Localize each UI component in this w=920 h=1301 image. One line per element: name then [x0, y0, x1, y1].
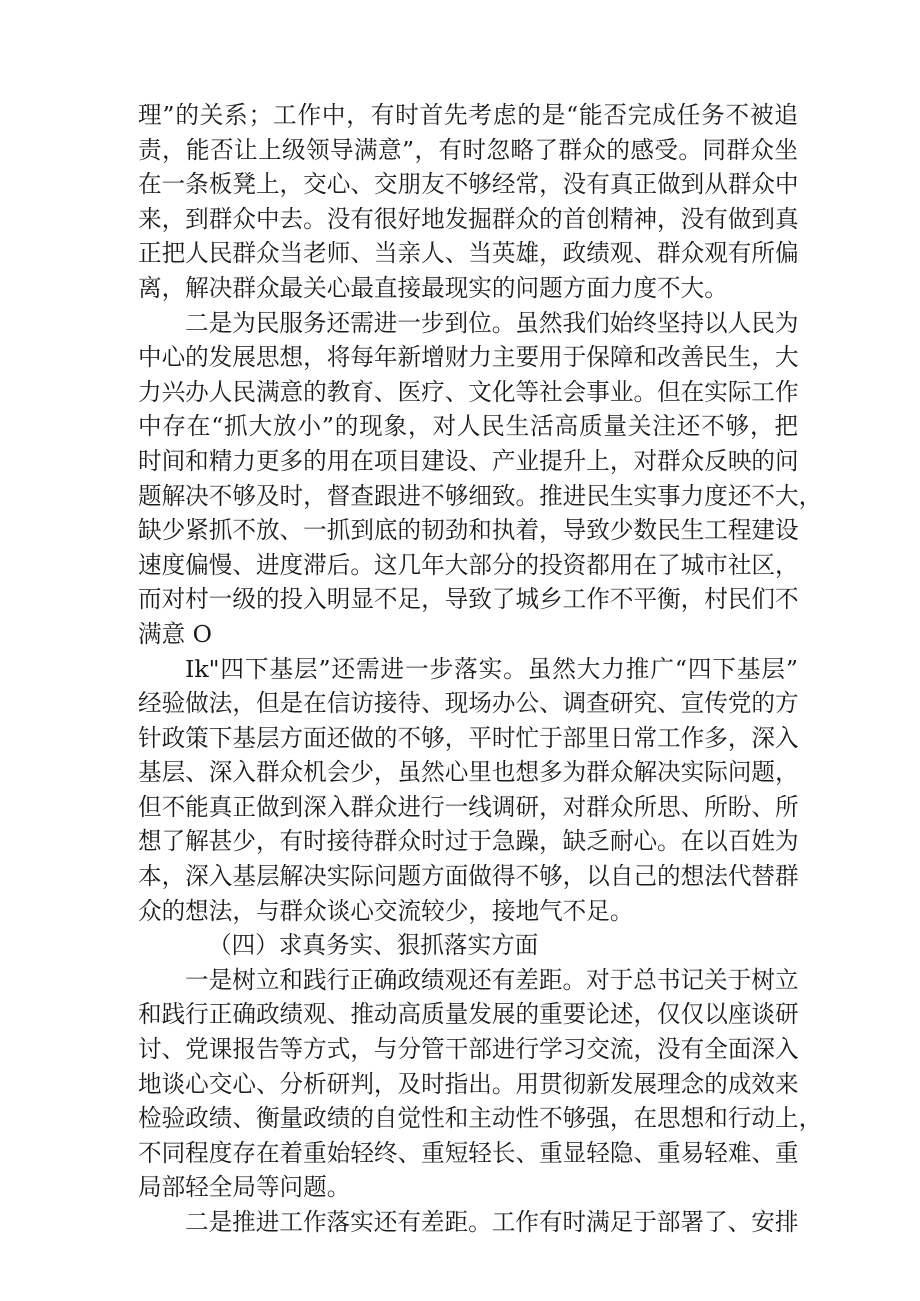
text-line: 速度偏慢、进度滞后。这几年大部分的投资都用在了城市社区，	[138, 550, 799, 579]
text-line: 针政策下基层方面还做的不够，平时忙于部里日常工作多，深入	[138, 723, 799, 752]
section-heading-text: （四）求真务实、狠抓落实方面	[208, 931, 539, 960]
section-heading	[138, 928, 798, 963]
text-line: 不同程度存在着重始轻终、重短轻长、重显轻隐、重易轻难、重	[138, 1138, 799, 1167]
text-line: 本，深入基层解决实际问题方面做得不够，以自己的想法代替群	[138, 862, 799, 891]
text-line: 基层、深入群众机会少，虽然心里也想多为群众解决实际问题，	[138, 758, 799, 787]
text-line: 正把人民群众当老师、当亲人、当英雄，政绩观、群众观有所偏	[138, 239, 799, 268]
text-line: 想了解甚少，有时接待群众时过于急躁，缺乏耐心。在以百姓为	[138, 827, 799, 856]
paragraph-1	[138, 98, 798, 306]
text-line: 题解决不够及时，督查跟进不够细致。推进民生实事力度还不大，	[138, 481, 823, 510]
text-line: 二是为民服务还需进一步到位。虽然我们始终坚持以人民为	[185, 308, 799, 337]
text-line: 缺少紧抓不放、一抓到底的韧劲和执着，导致少数民生工程建设	[138, 516, 799, 545]
text-line: 和践行正确政绩观、推动高质量发展的重要论述，仅仅以座谈研	[138, 1000, 799, 1029]
text-line: 满意 O	[138, 619, 213, 648]
text-line: 众的想法，与群众谈心交流较少，接地气不足。	[138, 896, 634, 925]
text-line: 经验做法，但是在信访接待、现场办公、调查研究、宣传党的方	[138, 689, 799, 718]
paragraph-3	[138, 652, 798, 929]
text-line: 一是树立和践行正确政绩观还有差距。对于总书记关于树立	[185, 965, 799, 994]
paragraph-5	[138, 963, 823, 1205]
document-body	[138, 98, 823, 1240]
text-line: 在一条板凳上，交心、交朋友不够经常，没有真正做到从群众中	[138, 170, 799, 199]
text-line: 时间和精力更多的用在项目建设、产业提升上，对群众反映的问	[138, 446, 799, 475]
text-line: 讨、党课报告等方式，与分管干部进行学习交流，没有全面深入	[138, 1035, 799, 1064]
text-line: 局部轻全局等问题。	[138, 1173, 351, 1202]
text-line: 责，能否让上级领导满意”，有时忽略了群众的感受。同群众坐	[138, 135, 798, 164]
text-line: 来，到群众中去。没有很好地发掘群众的首创精神，没有做到真	[138, 204, 799, 233]
text-line: 检验政绩、衡量政绩的自觉性和主动性不够强，在思想和行动上，	[138, 1104, 823, 1133]
text-line: 而对村一级的投入明显不足，导致了城乡工作不平衡，村民们不	[138, 585, 799, 614]
text-line: 离，解决群众最关心最直接最现实的问题方面力度不大。	[138, 273, 728, 302]
text-line: 中心的发展思想，将每年新增财力主要用于保障和改善民生，大	[138, 343, 799, 372]
paragraph-2	[138, 306, 823, 652]
text-line: 二是推进工作落实还有差距。工作有时满足于部署了、安排	[185, 1208, 799, 1236]
text-line: 中存在“抓大放小”的现象，对人民生活高质量关注还不够，把	[138, 412, 798, 441]
text-line: 力兴办人民满意的教育、医疗、文化等社会事业。但在实际工作	[138, 377, 799, 406]
text-line: 地谈心交心、分析研判，及时指出。用贯彻新发展理念的成效来	[138, 1069, 799, 1098]
text-line: 但不能真正做到深入群众进行一线调研，对群众所思、所盼、所	[138, 792, 799, 821]
text-line: 理”的关系；工作中，有时首先考虑的是“能否完成任务不被追	[138, 101, 798, 129]
text-line: Ik"四下基层”还需进一步落实。虽然大力推广“四下基层”	[185, 654, 798, 683]
paragraph-6	[138, 1205, 798, 1240]
